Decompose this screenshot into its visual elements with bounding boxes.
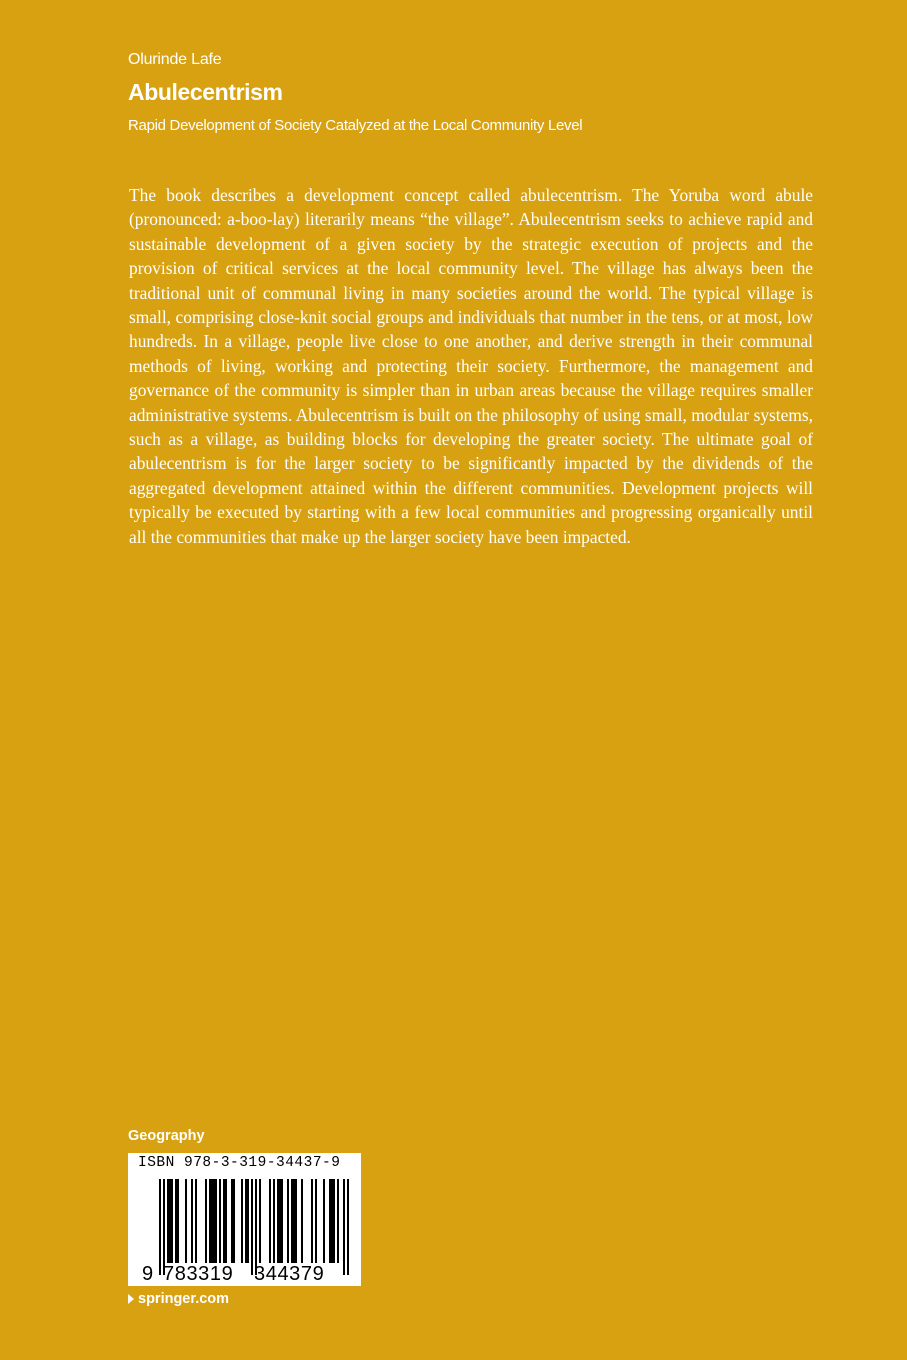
barcode-digits-right: 344379 [254,1263,325,1285]
barcode-bar [175,1179,177,1263]
barcode-bar [333,1179,335,1263]
barcode-bar [293,1179,295,1263]
barcode-bar [247,1179,249,1263]
isbn-label: ISBN 978-3-319-34437-9 [138,1155,341,1171]
barcode-bar [167,1179,169,1263]
barcode-bar [329,1179,331,1263]
barcode-bar [273,1179,275,1263]
barcode-bar [241,1179,243,1263]
barcode-bar [315,1179,317,1263]
publisher-link[interactable] [128,1291,229,1307]
barcode-bar [171,1179,173,1263]
barcode-bar [215,1179,217,1263]
barcode-bar [213,1179,215,1263]
barcode-digits-left: 783319 [163,1263,234,1285]
barcode-bar [277,1179,279,1263]
barcode-bar [347,1179,349,1275]
barcode-bar [245,1179,247,1263]
book-subtitle: Rapid Development of Society Catalyzed at the Local Community Level [128,117,583,134]
author-name: Olurinde Lafe [128,51,222,68]
book-title: Abulecentrism [128,79,283,105]
barcode-bar [343,1179,345,1275]
barcode-bar [177,1179,179,1263]
barcode-bar [279,1179,281,1263]
barcode-bar [311,1179,313,1263]
barcode-bar [269,1179,271,1263]
barcode-bar [169,1179,171,1263]
barcode-bar [281,1179,283,1263]
barcode-bar [287,1179,289,1263]
arrow-right-icon [128,1294,134,1304]
barcode-bar [331,1179,333,1263]
barcode-bar [255,1179,257,1275]
subject-category: Geography [128,1128,205,1144]
barcode-digits [128,1263,361,1285]
barcode-bar [251,1179,253,1275]
barcode-bar [209,1179,211,1263]
barcode-bar [211,1179,213,1263]
barcode-bar [323,1179,325,1263]
barcode-digit-first: 9 [142,1263,154,1285]
barcode-bar [185,1179,187,1263]
barcode-bar [231,1179,233,1263]
barcode-bar [259,1179,261,1263]
barcode-bar [225,1179,227,1263]
barcode-bar [291,1179,293,1263]
barcode-bar [295,1179,297,1263]
book-description: The book describes a development concept called abulecentrism. The Yoruba word abule (pronounced: a-boo-lay) literarily means “the village”. Abulecentrism seeks to achieve rapid and sustainable development of a given society by the strategic execution of projects and the provision of critical services at the local community level. The village has always been the traditional unit of communal living in many societies around the world. The typical village is small, comprising close-knit social groups and individuals that number in the tens, or at most, low hundreds. In a village, people live close to one another, and derive strength in their communal methods of living, working and protecting their society. Furthermore, the management and governance of the community is simpler than in urban areas because the village requires smaller administrative systems. Abulecentrism is built on the philosophy of using small, modular systems, such as a village, as building blocks for developing the greater society. The ultimate goal of abulecentrism is for the larger society to be significantly impacted by the dividends of the aggregated development attained within the different communities. Development projects will typically be executed by starting with a few local communities and progressing organically until all the communities that make up the larger society have been impacted. [129,185,813,547]
barcode-bar [301,1179,303,1263]
barcode-bar [195,1179,197,1263]
publisher-url: springer.com [138,1291,230,1307]
barcode-bar [233,1179,235,1263]
barcode-bar [219,1179,221,1263]
barcode-bar [337,1179,339,1263]
barcode [128,1153,361,1286]
barcode-bar [163,1179,165,1275]
barcode-bar [191,1179,193,1263]
barcode-bar [205,1179,207,1263]
barcode-bar [223,1179,225,1263]
barcode-bar [159,1179,161,1275]
